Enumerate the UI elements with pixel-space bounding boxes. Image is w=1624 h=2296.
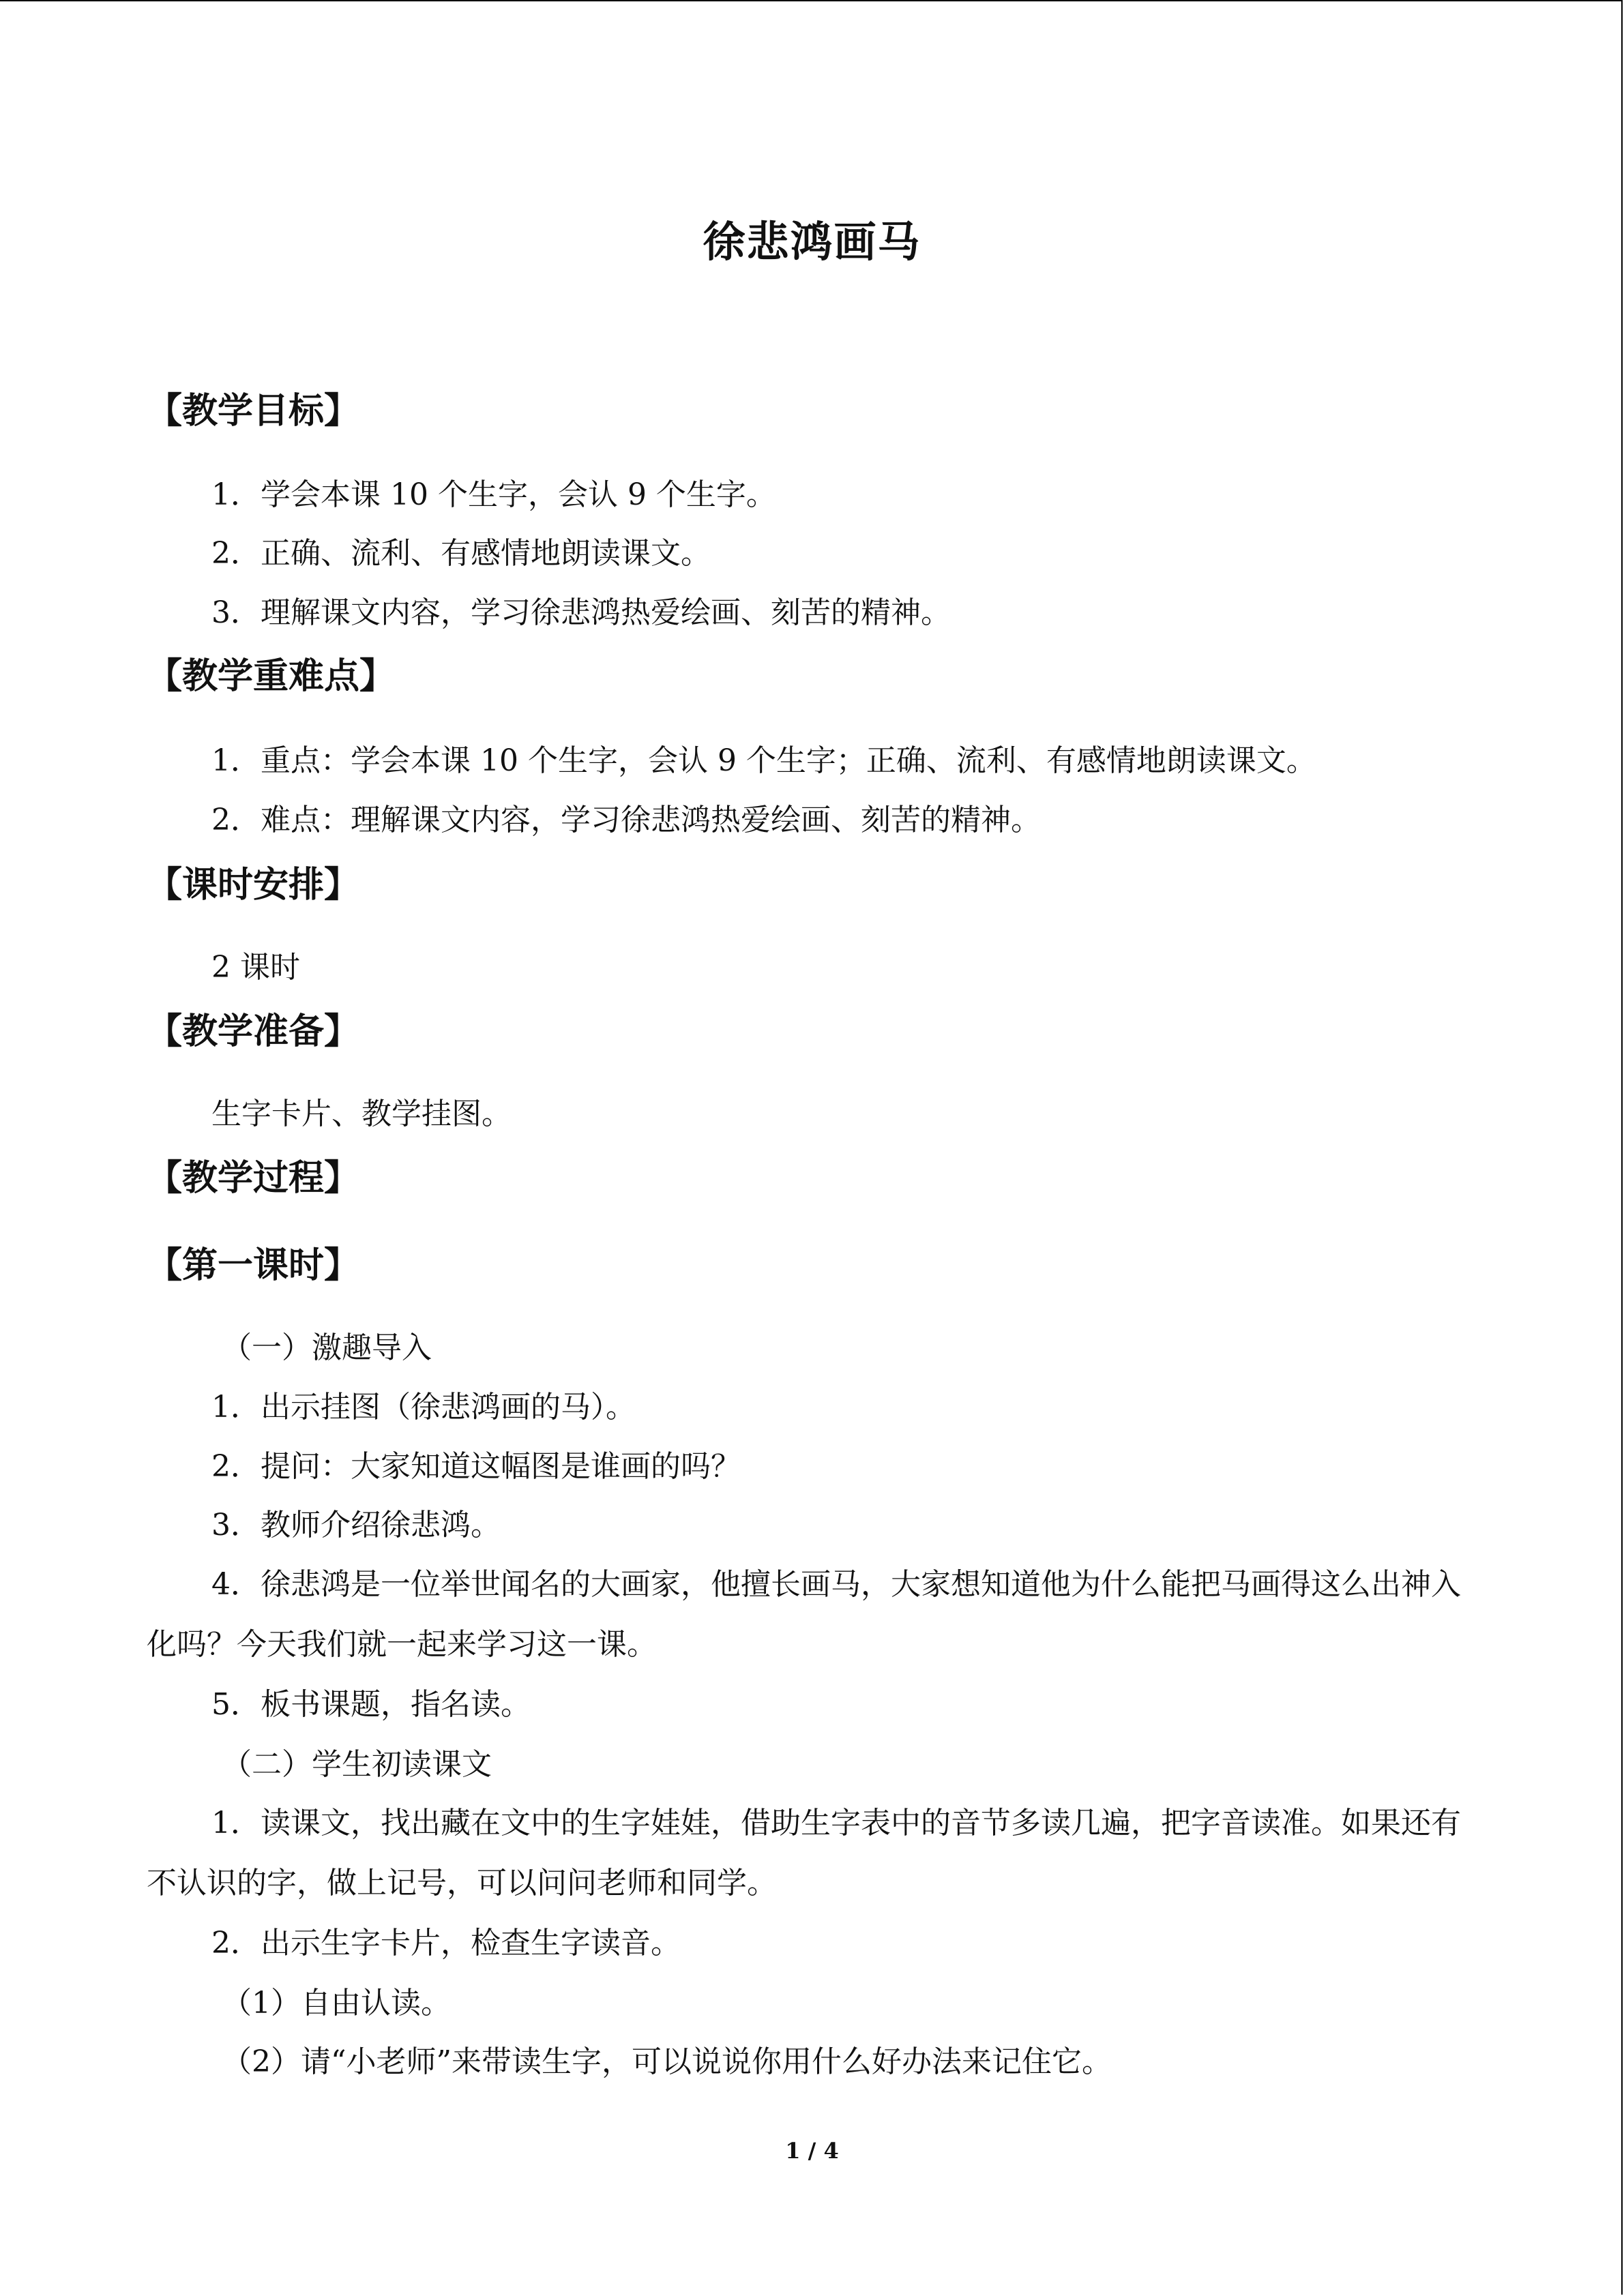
- part1-item-4: 4．徐悲鸿是一位举世闻名的大画家，他擅长画马，大家想知道他为什么能把马画得这么出神入化吗？今天我们就一起来学习这一课。: [147, 1567, 1461, 1662]
- part2-sub-item-1: （1）自由认读。: [222, 1986, 451, 2021]
- part2-item-1: 1．读课文，找出藏在文中的生字娃娃，借助生字表中的音节多读几遍，把字音读准。如果还有不认识的字，做上记号，可以问问老师和同学。: [147, 1806, 1461, 1900]
- heading-teaching-goals: 【教学目标】: [147, 391, 360, 432]
- part1-item-1: 1．出示挂图（徐悲鸿画的马）。: [211, 1390, 636, 1425]
- part2-sub-item-2: （2）请“小老师”来带读生字，可以说说你用什么好办法来记住它。: [222, 2044, 1112, 2079]
- goal-item-2: 2．正确、流利、有感情地朗读课文。: [211, 536, 711, 571]
- part1-item-2: 2．提问：大家知道这幅图是谁画的吗？: [211, 1449, 741, 1484]
- heading-process: 【教学过程】: [147, 1158, 360, 1199]
- part2-title: （二）学生初读课文: [222, 1747, 492, 1782]
- part1-item-5: 5．板书课题，指名读。: [211, 1687, 531, 1722]
- page-number: 1 / 4: [785, 2138, 839, 2164]
- schedule-text: 2 课时: [211, 950, 300, 985]
- part2-item-2: 2．出示生字卡片，检查生字读音。: [211, 1926, 681, 1960]
- part1-item-3: 3．教师介绍徐悲鸿。: [211, 1508, 501, 1542]
- heading-preparation: 【教学准备】: [147, 1011, 360, 1052]
- heading-key-points: 【教学重难点】: [147, 656, 396, 697]
- heading-schedule: 【课时安排】: [147, 865, 360, 906]
- document-title: 徐悲鸿画马: [703, 217, 921, 267]
- heading-first-lesson: 【第一课时】: [147, 1245, 360, 1286]
- part1-title: （一）激趣导入: [222, 1330, 432, 1365]
- preparation-text: 生字卡片、教学挂图。: [211, 1097, 512, 1131]
- goal-item-1: 1．学会本课 10 个生字，会认 9 个生字。: [211, 477, 776, 512]
- goal-item-3: 3．理解课文内容，学习徐悲鸿热爱绘画、刻苦的精神。: [211, 595, 951, 630]
- key-point-item-1: 1．重点：学会本课 10 个生字，会认 9 个生字；正确、流利、有感情地朗读课文。: [211, 743, 1316, 778]
- key-point-item-2: 2．难点：理解课文内容，学习徐悲鸿热爱绘画、刻苦的精神。: [211, 803, 1041, 837]
